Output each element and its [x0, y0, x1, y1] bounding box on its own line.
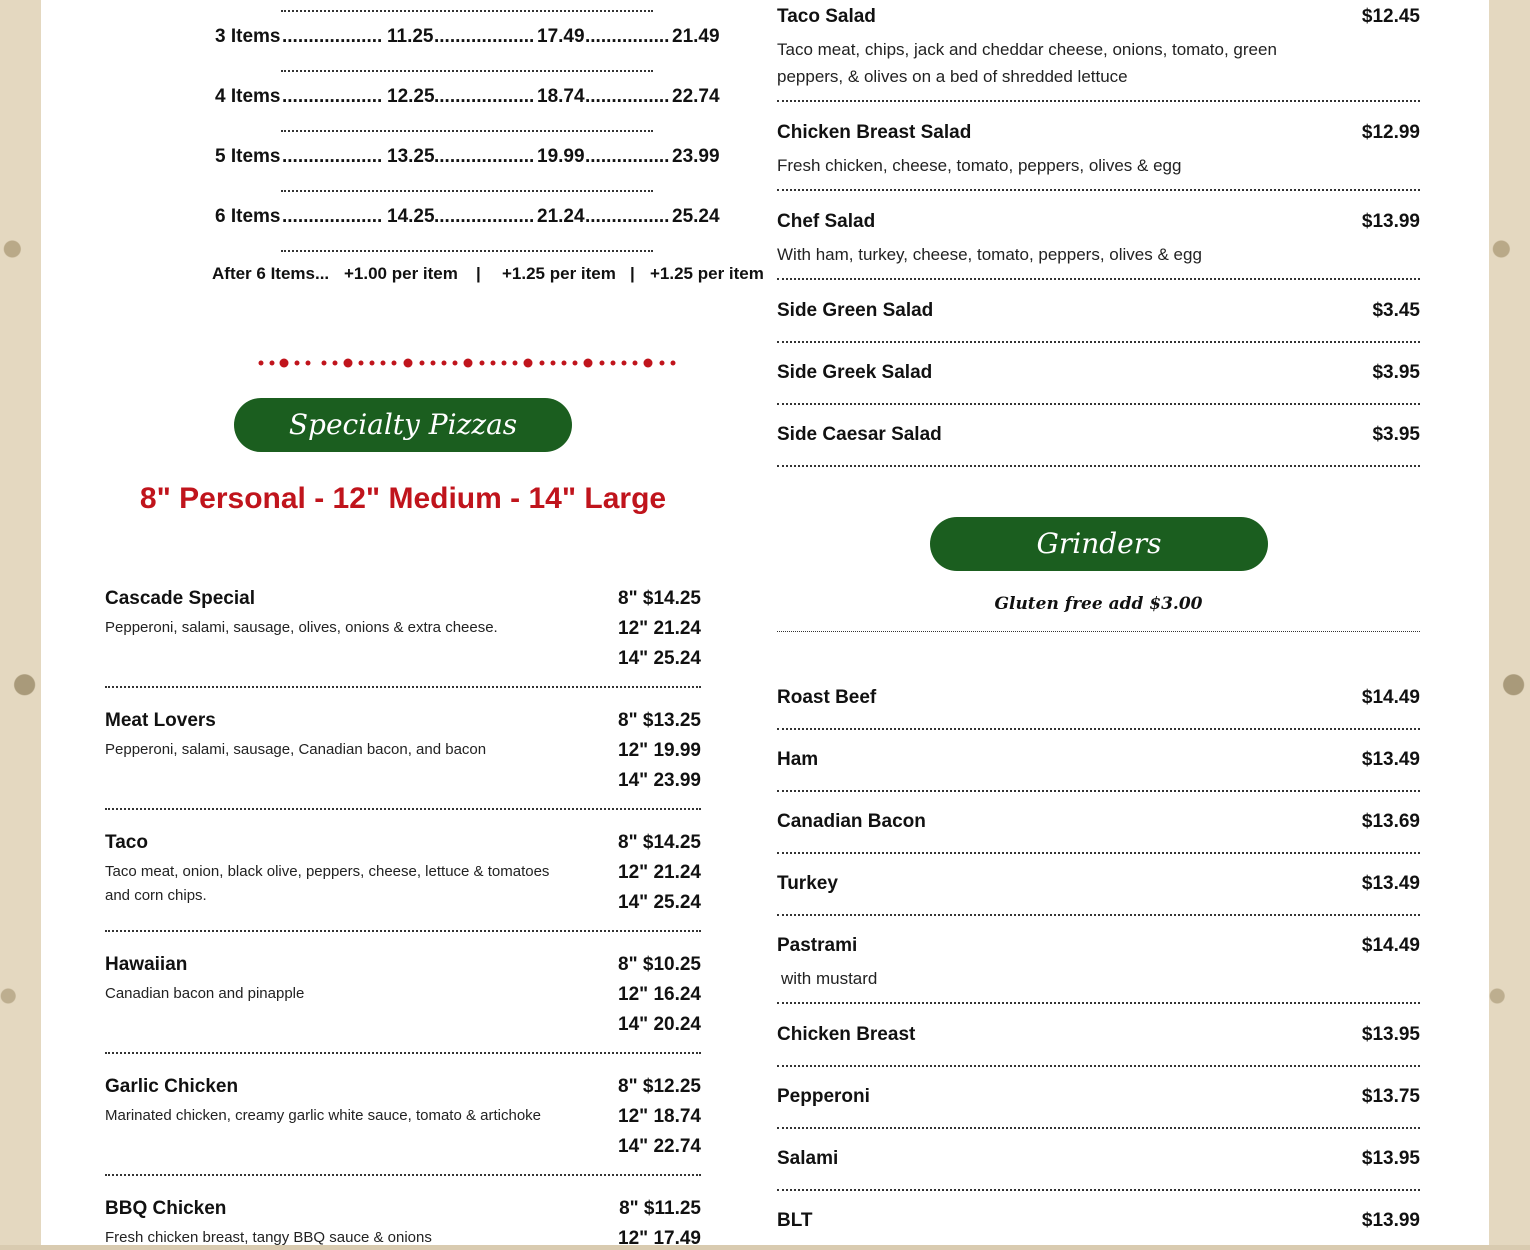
item-name: Turkey [777, 873, 838, 894]
background-left [0, 0, 41, 1245]
pizza-item [105, 1198, 701, 1249]
divider [777, 790, 1420, 792]
pizza-name: Taco [105, 832, 148, 853]
divider [105, 686, 701, 688]
price-8: 8" $13.25 [618, 710, 701, 731]
divider [777, 1127, 1420, 1129]
price-14: 14" 22.74 [618, 1136, 701, 1157]
decorative-dots [257, 352, 677, 374]
divider [777, 100, 1420, 102]
price-14: 14" 25.24 [618, 892, 701, 913]
price-14: 14" 25.24 [618, 648, 701, 669]
item-name: Side Green Salad [777, 300, 934, 321]
price-8: 8" $14.25 [618, 588, 701, 609]
item-price: $13.75 [1361, 1086, 1420, 1107]
item-desc: Fresh chicken, cheese, tomato, peppers, olives & egg [777, 156, 1182, 175]
item-desc: with mustard [781, 969, 878, 988]
price-row-5: 5 Items ................... 13.25 ................... 19.99 ................ 23.99 [215, 146, 720, 167]
pizza-sizes-heading: 8" Personal - 12" Medium - 14" Large [139, 482, 667, 515]
pizza-desc: Pepperoni, salami, sausage, Canadian bacon, and bacon [105, 741, 487, 758]
pizza-desc: Canadian bacon and pinapple [105, 985, 305, 1002]
price-8: 8" $12.25 [618, 1076, 701, 1097]
divider [777, 403, 1420, 405]
pizza-item [105, 832, 701, 954]
pizza-desc: Marinated chicken, creamy garlic white sauce, tomato & artichoke [105, 1107, 542, 1124]
gluten-free-note: Gluten free add $3.00 [994, 594, 1203, 614]
item-desc: Taco meat, chips, jack and cheddar cheese, onions, tomato, green peppers, & olives on a bed of shredded lettuce [777, 40, 1277, 86]
price-14: 14" 23.99 [618, 770, 701, 791]
price-12: 12" 16.24 [618, 984, 701, 1005]
pizza-desc: Fresh chicken breast, tangy BBQ sauce & onions [105, 1229, 432, 1246]
item-name: Salami [777, 1148, 839, 1169]
item-price: $13.99 [1361, 1210, 1420, 1231]
price-12: 12" 19.99 [618, 740, 701, 761]
divider [777, 631, 1420, 632]
item-name: Roast Beef [777, 687, 877, 708]
item-name: Taco Salad [777, 6, 876, 27]
background-right [1489, 0, 1530, 1245]
item-price: $13.95 [1361, 1148, 1420, 1169]
divider [777, 465, 1420, 467]
price-8: 8" $14.25 [618, 832, 701, 853]
item-name: BLT [777, 1210, 813, 1231]
divider [105, 1174, 701, 1176]
pizza-item [105, 588, 701, 710]
price-12: 12" 21.24 [618, 618, 701, 639]
divider [105, 1052, 701, 1054]
price-8: 8" $11.25 [619, 1198, 701, 1219]
item-price: $13.69 [1361, 811, 1420, 832]
divider [281, 250, 653, 252]
pizza-name: Garlic Chicken [105, 1076, 239, 1097]
item-price: $12.45 [1361, 6, 1420, 27]
menu-page: 3 Items ................... 11.25 ................... 17.49 ................ 21.49 4 Items ................... 12.25 ................... 18.74 ................ 22.74 5 Items ................... 13.25 ................... 19.99 ................ 23.99 6 Items ................... 14.25 ................... 21.24 ................ 25.24 After 6 Items... +1.00 per item | +1.25 per item | +1.25 per item Specialty Pizzas 8" Personal - 12" Medium - 14" Large Cascade Special Pepperoni, salami, sausage, olives, onions & extra cheese. 8" $14.25 12" 21.24 14" 25.24 Meat Lovers Pepperoni, salami, sausage, Canadian bacon, and bacon 8" $13.25 12" 19.99 14" 23.99 Taco Taco meat, onion, black olive, peppers, cheese, lettuce & tomatoes and corn chips. 8" $14.25 12" 21.24 14" 25.24 Hawaiian Canadian bacon and pinapple 8" $10.25 12" 16.24 14" 20.24 Garlic Chicken Marinated chicken, creamy garlic white sauce, tomato & artichoke 8" $12.25 12" 18.74 14" 22.74 BBQ Chicken Fresh chicken breast, tangy BBQ sauce & onions 8" $11.25 12" 17.49 Taco Salad $12.45 Taco meat, chips, jack and cheddar cheese, onions, tomato, green peppers, & olives on a bed of shredded lettuce Chicken Breast Salad $12.99 Fresh chicken, cheese, tomato, peppers, olives & egg Chef Salad $13.99 With ham, turkey, cheese, tomato, peppers, olives & egg Side Green Salad $3.45 Side Greek Salad $3.95 Side Caesar Salad $3.95 Grinders Gluten free add $3.00 Roast Beef $14.49 Ham $13.49 Canadian Bacon $13.69 Turkey $13.49 Pastrami $14.49 with mustard Chicken Breast $13.95 Pepperoni $13.75 Salami $13.95 BLT $13.99 [41, 0, 1489, 1245]
pizza-name: Meat Lovers [105, 710, 216, 731]
item-name: Side Caesar Salad [777, 424, 942, 445]
item-name: Ham [777, 749, 819, 770]
item-price: $3.95 [1372, 362, 1420, 383]
divider [777, 914, 1420, 916]
pizza-name: BBQ Chicken [105, 1198, 227, 1219]
divider [777, 189, 1420, 191]
pizza-item [105, 710, 701, 832]
divider [105, 930, 701, 932]
item-price: $13.49 [1361, 873, 1420, 894]
item-name: Chicken Breast Salad [777, 122, 972, 143]
item-price: $14.49 [1361, 687, 1420, 708]
divider [281, 70, 653, 72]
item-price: $13.95 [1361, 1024, 1420, 1045]
divider [777, 1189, 1420, 1191]
price-14: 14" 20.24 [618, 1014, 701, 1035]
item-name: Pepperoni [777, 1086, 870, 1107]
item-name: Side Greek Salad [777, 362, 933, 383]
price-row-6: 6 Items ................... 14.25 ................... 21.24 ................ 25.24 [215, 206, 720, 227]
divider [281, 10, 653, 12]
item-name: Canadian Bacon [777, 811, 926, 832]
item-price: $3.95 [1372, 424, 1420, 445]
item-price: $14.49 [1361, 935, 1420, 956]
item-price: $13.99 [1361, 211, 1420, 232]
price-8: 8" $10.25 [618, 954, 701, 975]
pizza-desc: Taco meat, onion, black olive, peppers, cheese, lettuce & tomatoes and corn chips. [105, 863, 550, 904]
divider [777, 278, 1420, 280]
pizza-item [105, 1076, 701, 1198]
pizza-name: Cascade Special [105, 588, 255, 609]
divider [777, 341, 1420, 343]
pizza-desc: Pepperoni, salami, sausage, olives, onions & extra cheese. [105, 619, 498, 636]
divider [777, 852, 1420, 854]
price-12: 12" 17.49 [618, 1228, 701, 1249]
price-12: 12" 21.24 [618, 862, 701, 883]
grinders-heading: Grinders [930, 517, 1268, 571]
divider [777, 728, 1420, 730]
price-row-3: 3 Items ................... 11.25 ................... 17.49 ................ 21.49 [215, 26, 720, 47]
item-desc: With ham, turkey, cheese, tomato, peppers, olives & egg [777, 245, 1202, 264]
item-name: Chef Salad [777, 211, 876, 232]
price-12: 12" 18.74 [618, 1106, 701, 1127]
divider [105, 808, 701, 810]
item-name: Pastrami [777, 935, 858, 956]
divider [281, 130, 653, 132]
pizza-item [105, 954, 701, 1076]
item-price: $3.45 [1372, 300, 1420, 321]
item-price: $13.49 [1361, 749, 1420, 770]
item-name: Chicken Breast [777, 1024, 916, 1045]
price-row-4: 4 Items ................... 12.25 ................... 18.74 ................ 22.74 [215, 86, 720, 107]
item-price: $12.99 [1361, 122, 1420, 143]
divider [777, 1065, 1420, 1067]
divider [281, 190, 653, 192]
specialty-pizzas-heading: Specialty Pizzas [234, 398, 572, 452]
divider [777, 1002, 1420, 1004]
pizza-name: Hawaiian [105, 954, 188, 975]
